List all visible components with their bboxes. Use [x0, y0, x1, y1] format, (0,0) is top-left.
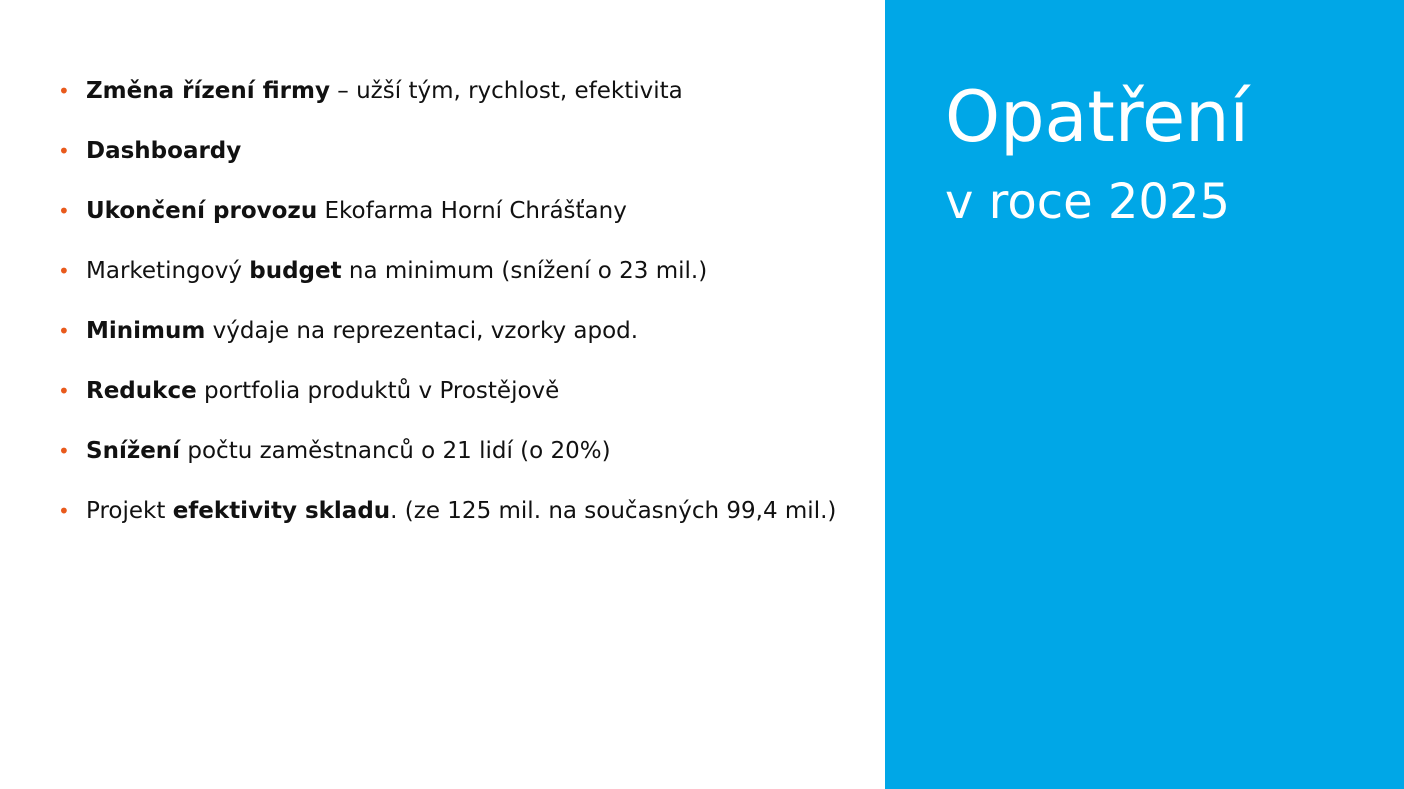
bullet-dot-icon: • [58, 79, 70, 103]
slide-title: Opatření [945, 76, 1249, 158]
bullet-text: Ekofarma Horní Chrášťany [317, 198, 627, 224]
bullet-text-bold: Redukce [86, 378, 197, 404]
bullet-item [58, 370, 868, 430]
bullet-text-bold: Minimum [86, 318, 206, 344]
bullet-text: portfolia produktů v Prostějově [196, 378, 560, 404]
bullet-text-bold: Snížení [86, 438, 181, 464]
bullet-item [58, 490, 868, 550]
bullet-text-bold: Změna řízení firmy [86, 78, 330, 104]
bullet-item [58, 310, 868, 370]
bullet-dot-icon: • [58, 439, 70, 463]
bullet-item [58, 250, 868, 310]
bullet-dot-icon: • [58, 499, 70, 523]
bullet-dot-icon: • [58, 139, 70, 163]
bullet-dot-icon: • [58, 259, 70, 283]
bullet-dot-icon: • [58, 199, 70, 223]
slide-subtitle: v roce 2025 [945, 174, 1231, 230]
bullet-text: na minimum (snížení o 23 mil.) [341, 258, 708, 284]
bullet-text-bold: Ukončení provozu [86, 198, 318, 224]
bullet-dot-icon: • [58, 379, 70, 403]
bullet-text: – užší tým, rychlost, efektivita [329, 78, 683, 104]
bullet-item [58, 430, 868, 490]
title-panel [885, 0, 1404, 789]
bullet-item [58, 70, 868, 130]
bullet-text: Projekt [86, 498, 173, 524]
bullet-text: . (ze 125 mil. na současných 99,4 mil.) [390, 498, 837, 524]
bullet-text-bold: budget [249, 258, 342, 284]
bullet-content [58, 70, 868, 550]
bullet-text-bold: Dashboardy [86, 138, 242, 164]
bullet-text: Marketingový [86, 258, 250, 284]
bullet-text: počtu zaměstnanců o 21 lidí (o 20%) [180, 438, 611, 464]
bullet-text-bold: efektivity skladu [172, 498, 391, 524]
bullet-list [58, 70, 868, 550]
bullet-item [58, 130, 868, 190]
bullet-text: výdaje na reprezentaci, vzorky apod. [205, 318, 639, 344]
bullet-dot-icon: • [58, 319, 70, 343]
bullet-item [58, 190, 868, 250]
